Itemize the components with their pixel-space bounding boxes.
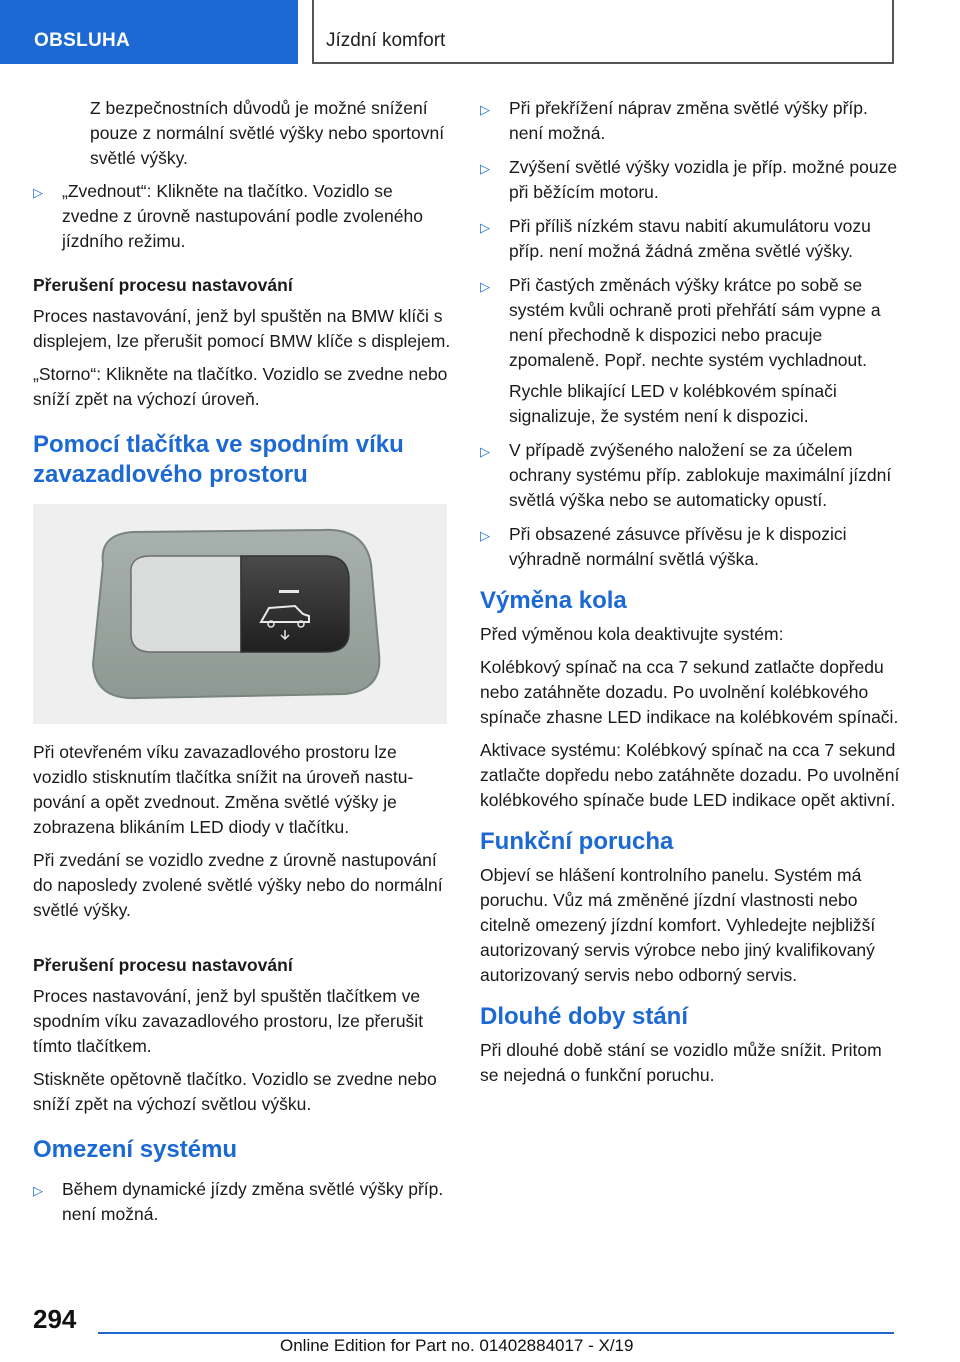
interrupt2-text-2: Stiskněte opětovně tlačítko. Vozidlo se zvedne nebo sníží zpět na výchozí světlou výšku. — [33, 1069, 437, 1114]
limits-bullet — [33, 1177, 451, 1227]
section-heading-button: Pomocí tlačítka ve spodním víku zavazadlového prostoru — [33, 431, 404, 488]
bullet-text: Zvýšení světlé výšky vozidla je příp. možné pouze při běžícím motoru. — [509, 157, 898, 202]
limits-bullet — [480, 96, 900, 146]
section-heading-fault: Funkční porucha — [480, 828, 674, 855]
bullet-triangle-icon: ▷ — [480, 444, 490, 459]
limits-bullet — [480, 155, 900, 205]
interrupt-heading-2: Přerušení procesu nastavování — [33, 955, 293, 975]
page-header — [0, 0, 960, 66]
interrupt-heading-1: Přerušení procesu nastavování — [33, 275, 293, 295]
bullet-text: Při překřížení náprav změna světlé výšky příp. není možná. — [509, 98, 868, 143]
bullet-text: V případě zvýšeného naložení se za účelem ochrany systému příp. zablokuje maximální jízdní světlá výška nebo se automaticky opustí. — [509, 440, 892, 510]
tailgate-button-figure — [33, 504, 447, 724]
footer-divider — [98, 1332, 894, 1334]
wheel-text-3: Aktivace systému: Kolébkový spínač na cca 7 sekund zatlačte dopředu nebo zatáhněte dozadu. Po uvolnění kolébkového spínače bude LED indikace opět aktivní. — [480, 740, 900, 810]
button-text-1: Při otevřeném víku zavazadlového prostoru lze vozidlo stisknutím tlačítka snížit na úroveň nastupování a opět zvednout. Změna světlé výšky je zobrazena blikáním LED diody v tlačítku. — [33, 742, 414, 837]
limits-bullet — [480, 214, 900, 264]
limits-bullet — [480, 438, 900, 513]
left-column — [33, 96, 451, 1236]
bullet-text: Při častých změnách výšky krátce po sobě se systém kvůli ochraně proti přehřátí sám vypne a není přechodně k dispozici nebo pracuje zpomaleně. Popř. nechte systém vychladnout. — [509, 275, 881, 370]
right-column — [480, 96, 900, 1096]
footer-edition: Online Edition for Part no. 01402884017 - X/19 — [280, 1336, 634, 1355]
bullet-triangle-icon: ▷ — [480, 528, 490, 543]
bullet-triangle-icon: ▷ — [480, 220, 490, 235]
bullet-subtext: Rychle blikající LED v kolébkovém spínači signalizuje, že systém není k dispozici. — [509, 381, 837, 426]
bullet-text: Při obsazené zásuvce přívěsu je k dispozici výhradně normální světlá výška. — [509, 524, 847, 569]
intro-text: Z bezpečnostních důvodů je možné snížení pouze z normální světlé výšky nebo sportovní světlé výšky. — [90, 98, 445, 168]
bullet-text: Během dynamické jízdy změna světlé výšky příp. není možná. — [62, 1179, 444, 1224]
interrupt2-text-1: Proces nastavování, jenž byl spuštěn tlačítkem ve spodním víku zavazadlového prostoru, lze přerušit tímto tlačítkem. — [33, 986, 424, 1056]
chapter-tab: Jízdní komfort — [312, 0, 894, 64]
page-number: 294 — [33, 1304, 77, 1334]
interrupt-text-1: Proces nastavování, jenž byl spuštěn na BMW klíči s displejem, lze přerušit pomocí BMW klíče s displejem. — [33, 306, 451, 351]
section-tab: OBSLUHA — [0, 0, 298, 64]
section-heading-wheel: Výměna kola — [480, 587, 627, 614]
section-heading-limits: Omezení systému — [33, 1136, 238, 1163]
limits-bullet — [480, 273, 900, 429]
bullet-triangle-icon: ▷ — [33, 1183, 43, 1198]
bullet-text: „Zvednout“: Klikněte na tlačítko. Vozidlo se zvedne z úrovně nastupování podle zvoleného jízdního režimu. — [62, 181, 423, 251]
wheel-text-2: Kolébkový spínač na cca 7 sekund zatlačte dopředu nebo zatáhněte dozadu. Po uvolnění kolébkového spínače zhasne LED indikace na kolébkovém spínači. — [480, 657, 899, 727]
wheel-text-1: Před výměnou kola deaktivujte systém: — [480, 624, 784, 644]
bullet-triangle-icon: ▷ — [480, 102, 490, 117]
interrupt-text-2: „Storno“: Klikněte na tlačítko. Vozidlo se zvedne nebo sníží zpět na výchozí úroveň. — [33, 364, 448, 409]
limits-bullet — [480, 522, 900, 572]
section-heading-parking: Dlouhé doby stání — [480, 1003, 689, 1030]
bullet-text: Při příliš nízkém stavu nabití akumulátoru vozu příp. není možná žádná změna světlé výšky. — [509, 216, 871, 261]
tailgate-button-illustration — [33, 504, 447, 724]
bullet-triangle-icon: ▷ — [480, 279, 490, 294]
bullet-raise — [33, 179, 451, 254]
fault-text: Objeví se hlášení kontrolního panelu. Systém má poruchu. Vůz má změněné jízdní vlastnosti nebo citelně omezený jízdní komfort. Vyhledejte nejbližší autorizovaný servis výrobce nebo jiný kvalifikovaný autorizovaný servis nebo odborný servis. — [480, 865, 876, 985]
parking-text: Při dlouhé době stání se vozidlo může snížit. Pritom se nejedná o funkční poruchu. — [480, 1040, 882, 1085]
button-text-2: Při zvedání se vozidlo zvedne z úrovně nastupování do naposledy zvolené světlé výšky nebo do normální světlé výšky. — [33, 850, 443, 920]
bullet-triangle-icon: ▷ — [33, 185, 43, 200]
bullet-triangle-icon: ▷ — [480, 161, 490, 176]
